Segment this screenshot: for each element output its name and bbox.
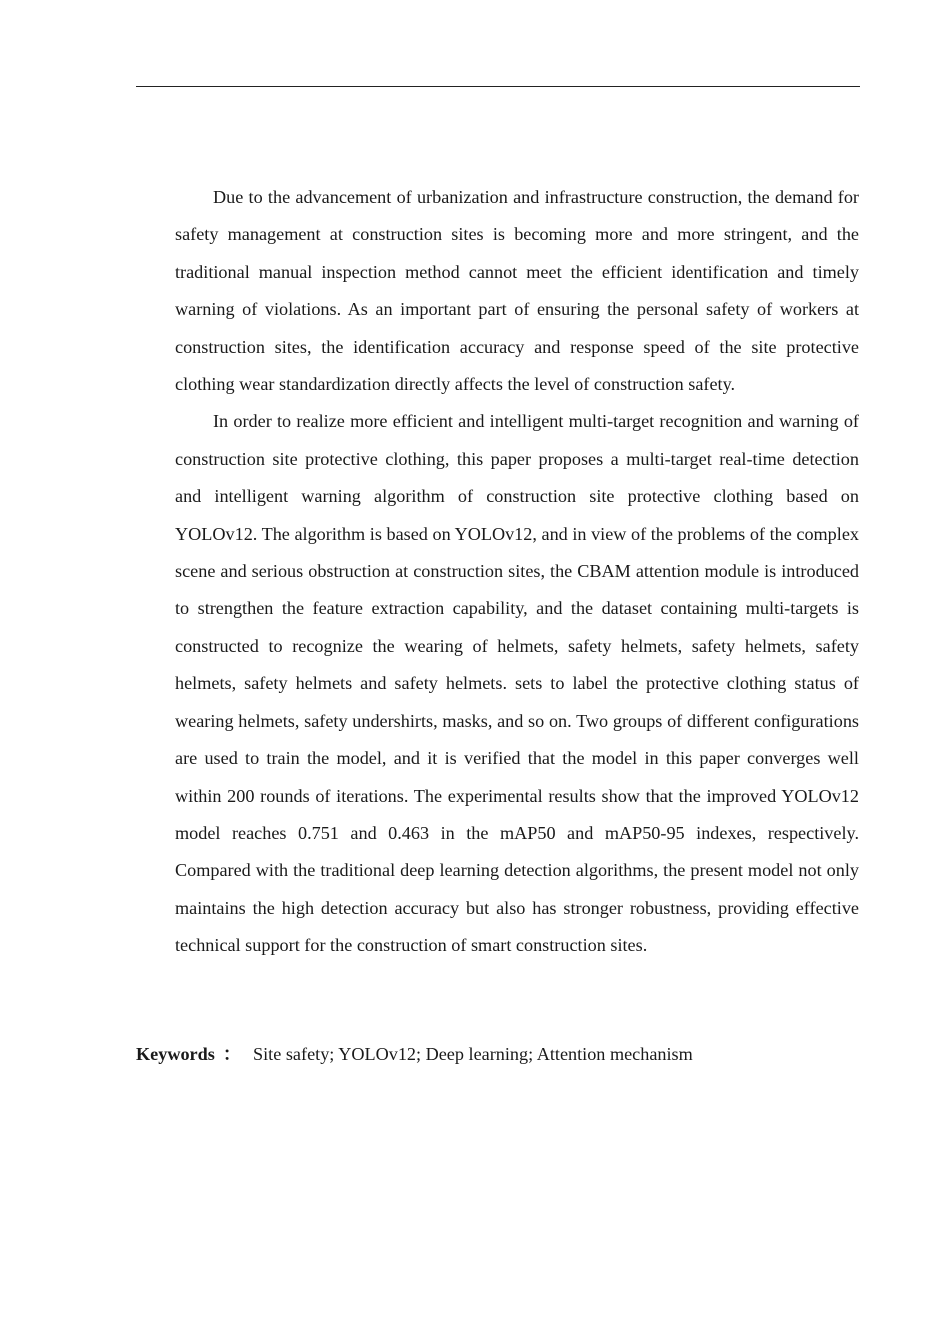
keywords-label: Keywords [136,1044,215,1064]
keywords-line [136,1036,860,1073]
abstract-paragraph-2: In order to realize more efficient and intelligent multi-target recognition and warning of construction site protective clothing, this paper proposes a multi-target real-time detection and intelligent warning algorithm of construction site protective clothing based on YOLOv12. The algorithm is based on YOLOv12, and in view of the problems of the complex scene and serious obstruction at construction sites, the CBAM attention module is introduced to strengthen the feature extraction capability, and the dataset containing multi-targets is constructed to recognize the wearing of helmets, safety helmets, safety helmets, safety helmets, safety helmets and safety helmets. sets to label the protective clothing status of wearing helmets, safety undershirts, masks, and so on. Two groups of different configurations are used to train the model, and it is verified that the model in this paper converges well within 200 rounds of iterations. The experimental results show that the improved YOLOv12 model reaches 0.751 and 0.463 in the mAP50 and mAP50-95 indexes, respectively. Compared with the traditional deep learning detection algorithms, the present model not only maintains the high detection accuracy but also has stronger robustness, providing effective technical support for the construction of smart construction sites. [175,411,859,956]
abstract-paragraph-1: Due to the advancement of urbanization and infrastructure construction, the demand for safety management at construction sites is becoming more and more stringent, and the traditional manual inspection method cannot meet the efficient identification and timely warning of violations. As an important part of ensuring the personal safety of workers at construction sites, the identification accuracy and response speed of the site protective clothing wear standardization directly affects the level of construction safety. [175,187,859,395]
abstract-body [175,179,859,965]
keywords-text: Site safety; YOLOv12; Deep learning; Attention mechanism [253,1044,693,1064]
header-rule [136,86,860,87]
keywords-separator: ： [222,1044,242,1064]
